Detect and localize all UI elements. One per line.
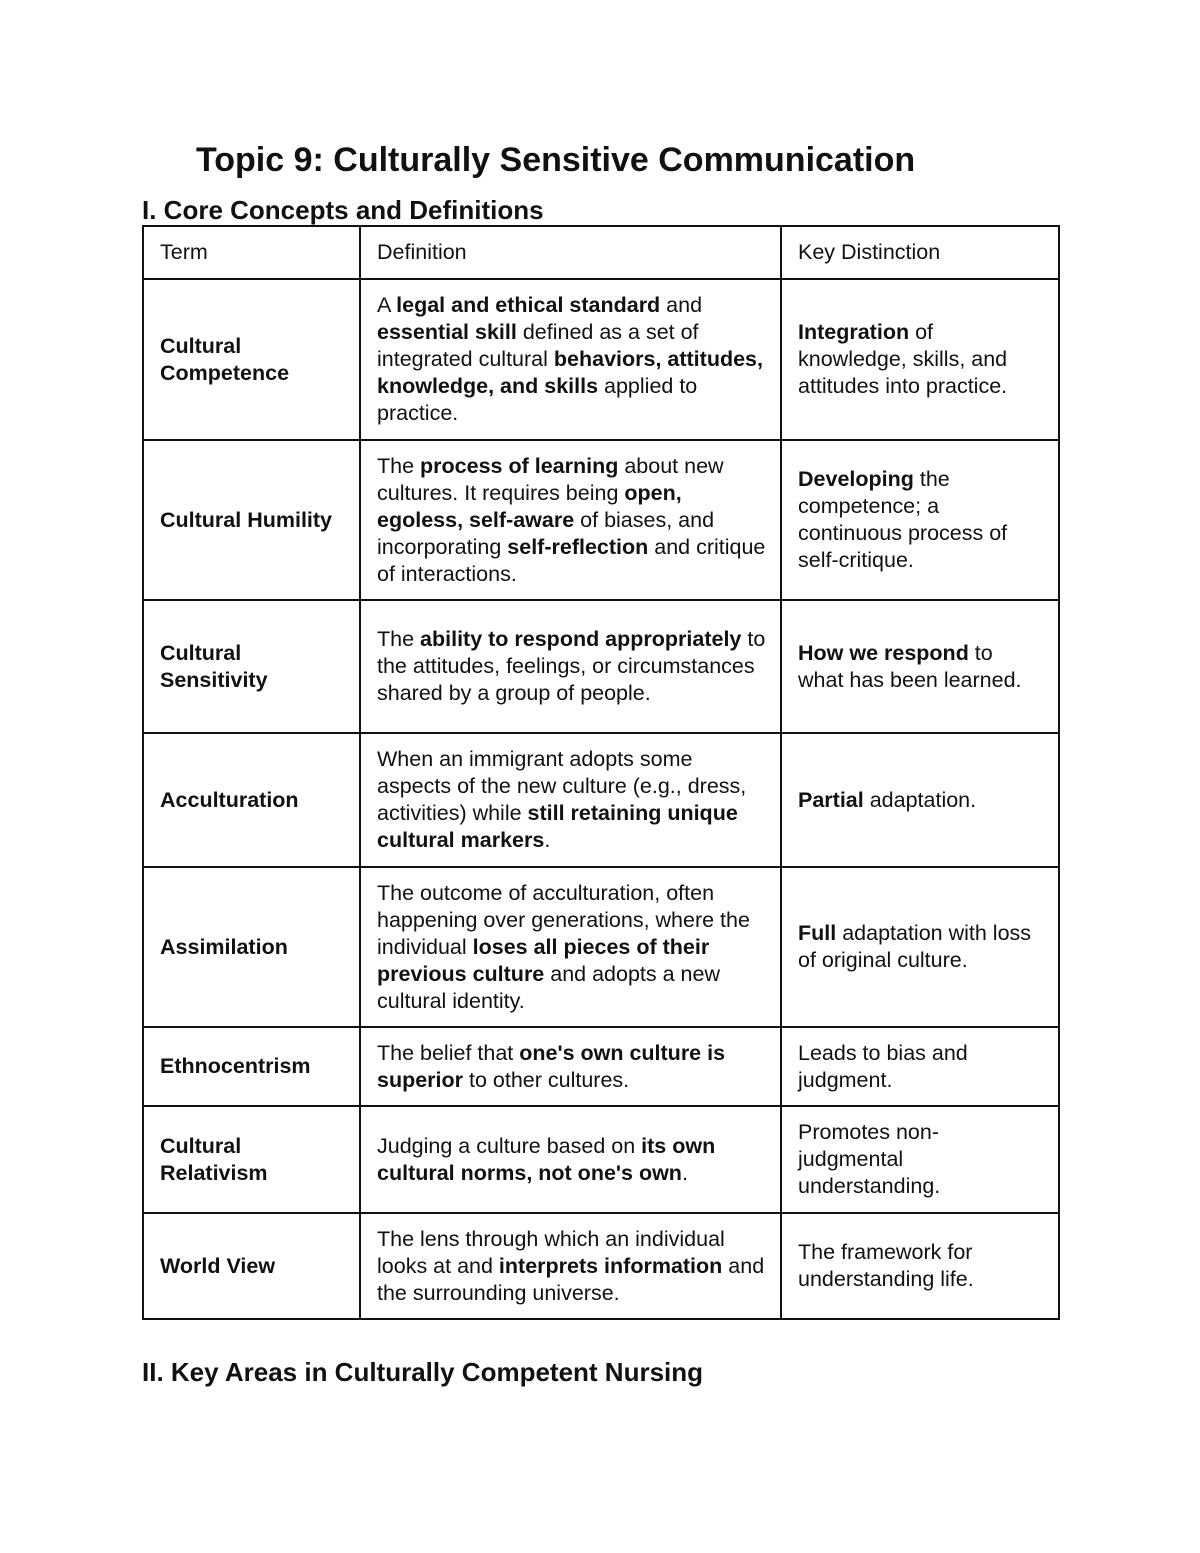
key-distinction-cell (781, 600, 1059, 733)
text-run: the competence; a continuous process of self-critique. (798, 467, 1008, 572)
table-row (143, 279, 1059, 440)
term-cell: Ethnocentrism (143, 1027, 360, 1106)
term-cell: Cultural Sensitivity (143, 600, 360, 733)
page-title: Topic 9: Culturally Sensitive Communication (196, 141, 916, 179)
text-run: of biases, and incorporating (377, 507, 715, 559)
term-cell: World View (143, 1213, 360, 1319)
text-run: . (681, 1160, 688, 1185)
text-run: Leads to bias and judgment. (798, 1040, 968, 1092)
text-run: The framework for understanding life. (798, 1240, 974, 1291)
definition-cell (360, 1106, 781, 1213)
definition-cell (360, 600, 781, 733)
bold-text: How we respond (798, 640, 969, 665)
text-run: adaptation. (863, 787, 977, 812)
definition-cell (360, 1213, 781, 1319)
bold-text: process of learning (420, 453, 619, 478)
bold-text: Developing (798, 467, 914, 491)
term-cell: Cultural Competence (143, 279, 360, 440)
text-run: and the surrounding universe. (377, 1253, 765, 1305)
definition-cell (360, 1027, 781, 1106)
column-header-definition: Definition (360, 226, 781, 279)
bold-text: essential skill (377, 320, 517, 344)
text-run: The outcome of acculturation, often happening over generations, where the individual (377, 880, 750, 959)
term-cell: Cultural Relativism (143, 1106, 360, 1213)
key-distinction-cell (781, 1213, 1059, 1319)
bold-text: self-reflection (507, 534, 649, 559)
table-row (143, 1213, 1059, 1319)
key-distinction-cell (781, 279, 1059, 440)
text-run: The lens through which an individual looks at and (377, 1226, 725, 1278)
bold-text: one's own culture is superior (377, 1040, 726, 1092)
bold-text: its own cultural norms, not one's own (377, 1133, 716, 1185)
text-run: to what has been learned. (798, 640, 1022, 692)
table-row (143, 1027, 1059, 1106)
bold-text: still retaining unique cultural markers (377, 801, 738, 852)
definition-cell (360, 279, 781, 440)
table-row (143, 733, 1059, 867)
definition-cell (360, 867, 781, 1027)
text-run: adaptation with loss of original culture. (798, 921, 1032, 972)
bold-text: Full (798, 921, 837, 945)
bold-text: interprets information (498, 1253, 723, 1278)
table-header-row (143, 226, 1059, 279)
text-run: . (544, 828, 551, 852)
text-run: and critique of interactions. (377, 534, 766, 586)
bold-text: Integration (798, 320, 910, 344)
text-run: and adopts a new cultural identity. (377, 961, 720, 1013)
column-header-term: Term (143, 226, 360, 279)
bold-text: loses all pieces of their previous culture (377, 934, 710, 986)
key-distinction-cell (781, 1106, 1059, 1213)
bold-text: Partial (798, 787, 864, 812)
term-cell: Assimilation (143, 867, 360, 1027)
section-heading-core-concepts: I. Core Concepts and Definitions (142, 195, 544, 225)
text-run: about new cultures. It requires being (377, 453, 724, 505)
core-concepts-table (142, 225, 1060, 1320)
key-distinction-cell (781, 867, 1059, 1027)
text-run: to the attitudes, feelings, or circumstances shared by a group of people. (377, 627, 766, 705)
table-row (143, 440, 1059, 600)
table-body (143, 279, 1059, 1319)
text-run: When an immigrant adopts some aspects of the new culture (e.g., dress, activities) while (377, 747, 747, 825)
definition-cell (360, 733, 781, 867)
bold-text: open, egoless, self-aware (377, 480, 682, 532)
definition-cell (360, 440, 781, 600)
text-run: applied to practice. (377, 374, 698, 425)
text-run: to other cultures. (463, 1067, 630, 1092)
text-run: The (377, 453, 421, 478)
term-cell: Acculturation (143, 733, 360, 867)
term-cell: Cultural Humility (143, 440, 360, 600)
table-row (143, 1106, 1059, 1213)
table-row (143, 600, 1059, 733)
column-header-key-distinction: Key Distinction (781, 226, 1059, 279)
bold-text: behaviors, attitudes, knowledge, and skills (377, 347, 763, 398)
section-heading-key-areas: II. Key Areas in Culturally Competent Nursing (142, 1357, 704, 1387)
key-distinction-cell (781, 440, 1059, 600)
bold-text: ability to respond appropriately (420, 627, 742, 651)
text-run: Judging a culture based on (377, 1133, 642, 1158)
text-run: A (377, 293, 397, 317)
table-row (143, 867, 1059, 1027)
text-run: of knowledge, skills, and attitudes into practice. (798, 320, 1008, 398)
bold-text: legal and ethical standard (396, 293, 661, 317)
text-run: The (377, 627, 421, 651)
text-run: and (660, 293, 703, 317)
text-run: defined as a set of integrated cultural (377, 320, 699, 371)
key-distinction-cell (781, 733, 1059, 867)
text-run: Promotes non-judgmental understanding. (798, 1120, 941, 1198)
text-run: The belief that (377, 1040, 520, 1065)
key-distinction-cell (781, 1027, 1059, 1106)
